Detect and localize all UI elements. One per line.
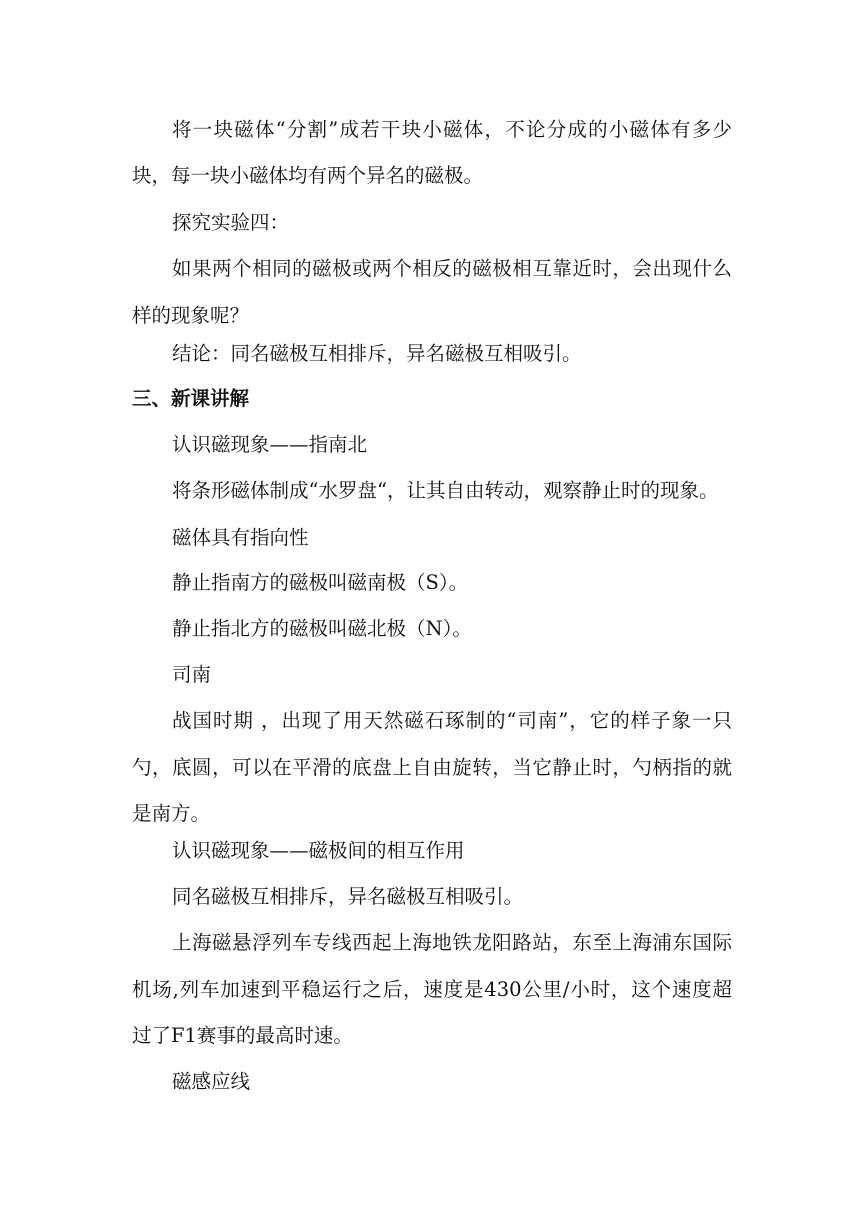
pole-interaction-text: 同名磁极互相排斥，异名磁极互相吸引。 xyxy=(172,885,524,908)
paragraph-maglev-line-3: 过了F1赛事的最高时速。 xyxy=(132,1024,353,1047)
magnet-directionality-text: 磁体具有指向性 xyxy=(172,526,309,549)
section-heading-new-lesson: 三、新课讲解 xyxy=(132,387,250,410)
paragraph-split-magnet-line-1: 将一块磁体“分割”成若干块小磁体，不论分成的小磁体有多少 xyxy=(172,118,732,141)
paragraph-split-magnet-line-2: 块，每一块小磁体均有两个异名的磁极。 xyxy=(132,164,484,187)
paragraph-sinan-line-2: 勺，底圆，可以在平滑的底盘上自由旋转，当它静止时，勺柄指的就 xyxy=(132,756,732,779)
paragraph-question-line-1: 如果两个相同的磁极或两个相反的磁极相互靠近时，会出现什么 xyxy=(172,257,732,280)
paragraph-maglev-line-1: 上海磁悬浮列车专线西起上海地铁龙阳路站，东至上海浦东国际 xyxy=(172,931,732,954)
south-pole-definition: 静止指南方的磁极叫磁南极（S）。 xyxy=(172,571,469,594)
magnetic-field-lines-heading: 磁感应线 xyxy=(172,1070,251,1093)
paragraph-question-line-2: 样的现象呢？ xyxy=(132,304,250,327)
subheading-pole-interaction: 认识磁现象——磁极间的相互作用 xyxy=(172,839,465,862)
paragraph-maglev-line-2: 机场,列车加速到平稳运行之后，速度是430公里/小时，这个速度超 xyxy=(132,978,732,1001)
water-compass-text: 将条形磁体制成“水罗盘“，让其自由转动，观察静止时的现象。 xyxy=(172,479,719,502)
paragraph-sinan-line-1: 战国时期 ，出现了用天然磁石琢制的“司南”，它的样子象一只 xyxy=(172,709,732,732)
conclusion-text: 结论：同名磁极互相排斥，异名磁极互相吸引。 xyxy=(172,342,582,365)
sinan-title: 司南 xyxy=(172,663,212,686)
subheading-pointing-north-south: 认识磁现象——指南北 xyxy=(172,433,368,456)
experiment-four-label: 探究实验四： xyxy=(172,211,290,234)
paragraph-sinan-line-3: 是南方。 xyxy=(132,802,211,825)
north-pole-definition: 静止指北方的磁极叫磁北极（N）。 xyxy=(172,617,472,640)
